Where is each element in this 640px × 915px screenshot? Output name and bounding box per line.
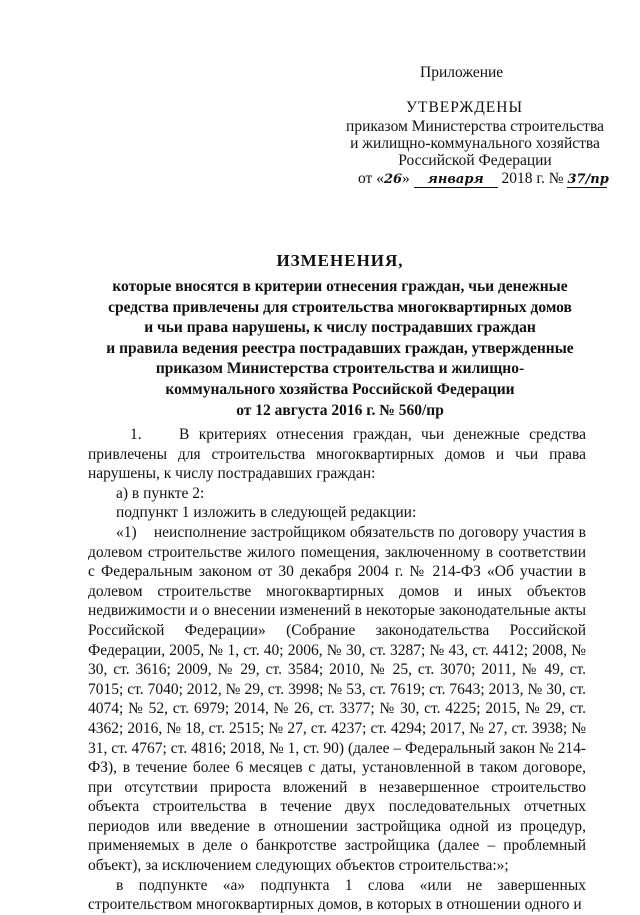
date-prefix: от « [358, 170, 384, 187]
date-mid: » [402, 170, 410, 187]
approval-date-line [358, 170, 607, 188]
paragraph-2: а) в пункте 2: [116, 484, 205, 502]
date-year: 2018 г. № [501, 170, 564, 187]
title-line-1: которые вносятся в критерии отнесения граждан, чьи денежные [112, 278, 568, 295]
date-month-handwritten: января [414, 172, 498, 188]
paragraph-3: подпункт 1 изложить в следующей редакции: [116, 504, 417, 522]
title-line-2: средства привлечены для строительства многоквартирных домов [108, 298, 572, 316]
order-number-handwritten: 37/пр [567, 172, 609, 187]
title-main: ИЗМЕНЕНИЯ, [276, 251, 404, 270]
paragraph-5: в подпункте «а» подпункта 1 слова «или не завершенных строительством многоквартирных домов, в которых в отношении одного и [88, 876, 586, 914]
title-line-4: и правила ведения реестра пострадавших граждан, утвержденные [106, 339, 574, 357]
date-day-handwritten: 26 [383, 172, 403, 187]
approval-line-3: Российской Федерации [398, 152, 552, 169]
paragraph-4: «1) неисполнение застройщиком обязательств по договору участия в долевом строительстве жилого помещения, заключенному в соответствии с Федеральным законом от 30 декабря 2004 г. № 214-ФЗ «Об участии в долевом строительстве многоквартирных домов и иных объектов недвижимости и о внесении изменений в некоторые законодательные акты Российской Федерации» (Собрание законодательства Российской Федерации, 2005, № 1, ст. 40; 2006, № 30, ст. 3287; № 43, ст. 4412; 2008, № 30, ст. 3616; 2009, № 29, ст. 3584; 2010, № 25, ст. 3070; 2011, № 49, ст. 7015; ст. 7040; 2012, № 29, ст. 3998; № 53, ст. 7619; ст. 7643; 2013, № 30, ст. 4074; № 52, ст. 6979; 2014, № 26, ст. 3377; № 30, ст. 4225; 2015, № 29, ст. 4362; 2016, № 18, ст. 2515; № 27, ст. 4237; ст. 4294; 2017, № 27, ст. 3938; № 31, ст. 4767; ст. 4816; 2018, № 1, ст. 90) (далее – Федеральный закон № 214-ФЗ), в течение более 6 месяцев с даты, установленной в таком договоре, при отсутствии прироста вложений в незавершенное строительство объекта строительства в течение двух последовательных отчетных периодов или введение в отношении застройщика одной из процедур, применяемых в деле о банкротстве застройщика (далее – проблемный объект), за исключением следующих объектов строительства:»; [88, 523, 586, 875]
title-line-6: коммунального хозяйства Российской Федерации [165, 380, 515, 398]
approval-line-1: приказом Министерства строительства [346, 118, 604, 135]
approval-line-2: и жилищно-коммунального хозяйства [350, 135, 600, 152]
document-title [95, 251, 585, 421]
approved-label: УТВЕРЖДЕНЫ [406, 99, 523, 116]
title-line-7: от 12 августа 2016 г. № 560/пр [236, 401, 444, 419]
title-line-5: приказом Министерства строительства и жилищно- [155, 360, 525, 378]
paragraph-1: 1. В критериях отнесения граждан, чьи денежные средства привлечены для строительства многоквартирных домов и чьи права нарушены, к числу пострадавших граждан: [88, 426, 586, 483]
appendix-label: Приложение [420, 64, 504, 81]
title-line-3: и чьи права нарушены, к числу пострадавших граждан [144, 319, 536, 337]
body-text [88, 425, 586, 915]
